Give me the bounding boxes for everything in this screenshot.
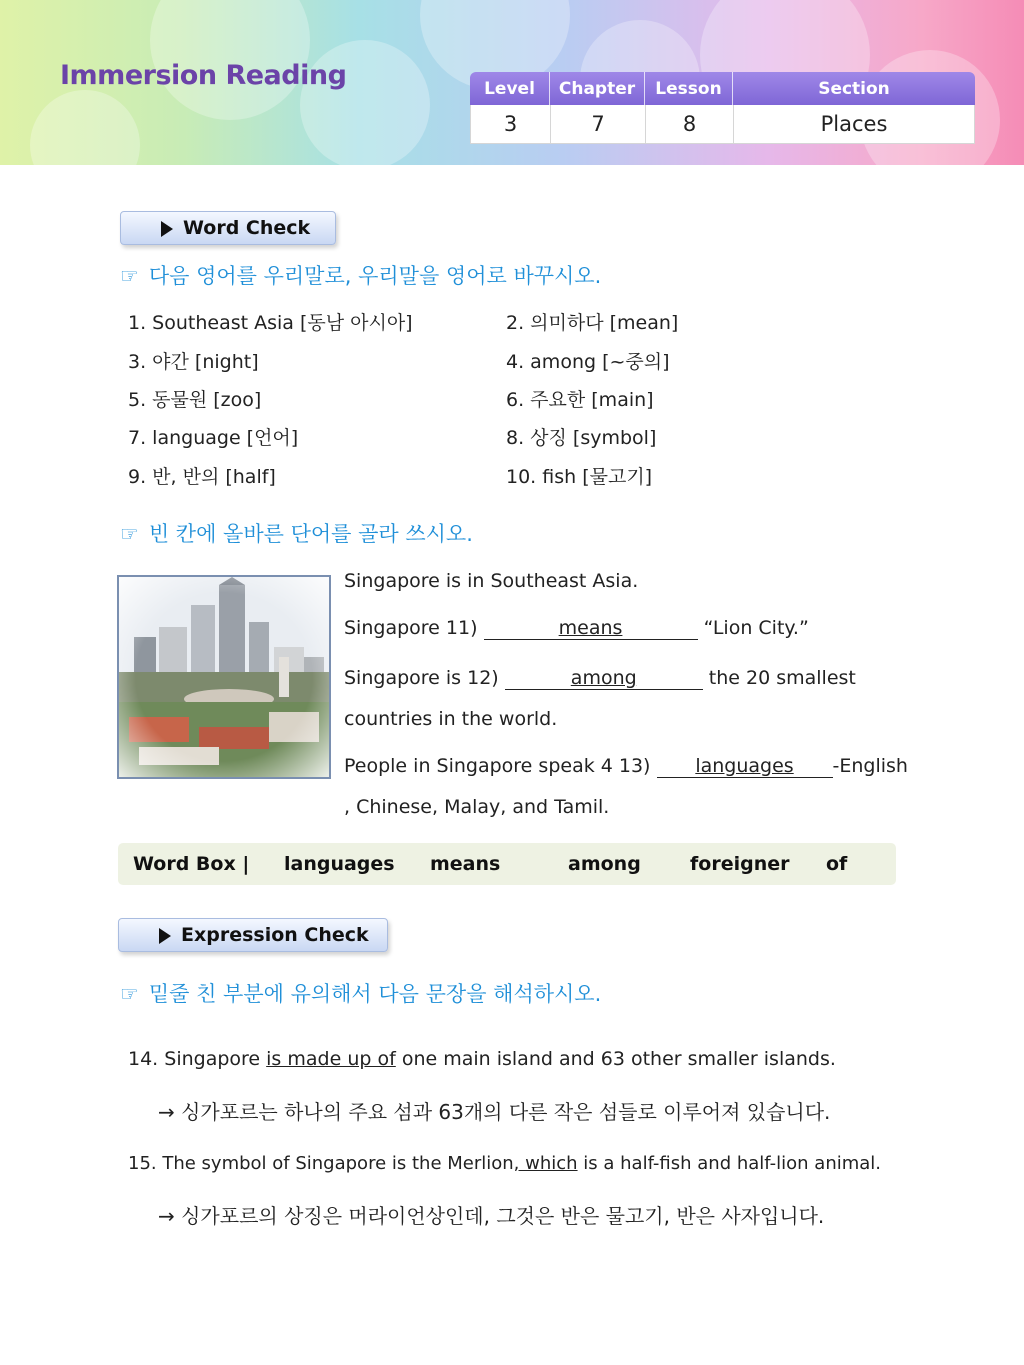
answer-14: → 싱가포르는 하나의 주요 섬과 63개의 다른 작은 섬들로 이루어져 있습니다. (158, 1100, 831, 1124)
fill-in-instruction (120, 518, 473, 548)
col-chapter-header: Chapter (550, 72, 645, 105)
q15-rest: is a half-fish and half-lion animal. (577, 1153, 882, 1174)
q11-suffix: “Lion City.” (697, 617, 809, 639)
q14-underlined: is made up of (266, 1048, 396, 1070)
word-check-label: Word Check (183, 217, 311, 239)
vocab-item: 1. Southeast Asia [동남 아시아] (128, 312, 413, 334)
instruction-text: 밑줄 친 부분에 유의해서 다음 문장을 해석하시오. (148, 982, 602, 1006)
q13-suffix: -English (832, 755, 908, 777)
pointing-hand-icon: ☞ (120, 982, 139, 1006)
vocab-item: 5. 동물원 [zoo] (128, 389, 262, 411)
sentence-line-1: Singapore is in Southeast Asia. (344, 570, 639, 592)
answer-blank-12[interactable] (505, 667, 703, 690)
q11-prefix: Singapore 11) (344, 617, 484, 639)
vocab-item: 7. language [언어] (128, 427, 299, 449)
question-12-continued: countries in the world. (344, 708, 558, 730)
lesson-info-table (470, 72, 975, 144)
city-skyline-illustration (119, 577, 329, 777)
word-box-item[interactable]: means (430, 853, 501, 875)
header-banner (0, 0, 1024, 165)
word-box-label: Word Box | (133, 853, 250, 875)
q12-prefix: Singapore is 12) (344, 667, 505, 689)
q13-prefix: People in Singapore speak 4 13) (344, 755, 657, 777)
vocab-item: 6. 주요한 [main] (506, 389, 654, 411)
word-box (118, 843, 896, 885)
word-box-item[interactable]: among (568, 853, 641, 875)
answer-13: languages (695, 755, 794, 777)
word-check-button[interactable] (120, 211, 336, 245)
question-14 (128, 1048, 836, 1070)
word-box-item[interactable]: languages (284, 853, 395, 875)
question-13 (344, 755, 908, 778)
q14-prefix: 14. Singapore (128, 1048, 267, 1070)
answer-blank-13[interactable] (657, 755, 833, 778)
vocab-item: 4. among [~중의] (506, 351, 670, 373)
word-check-instruction (120, 260, 601, 290)
pointing-hand-icon: ☞ (120, 264, 139, 288)
expression-check-instruction (120, 978, 601, 1008)
expression-check-button[interactable] (118, 918, 388, 952)
vocab-item: 9. 반, 반의 [half] (128, 466, 276, 488)
vocab-item: 2. 의미하다 [mean] (506, 312, 679, 334)
answer-15: → 싱가포르의 상징은 머라이언상인데, 그것은 반은 물고기, 반은 사자입니다. (158, 1204, 825, 1228)
question-15 (128, 1153, 881, 1174)
play-triangle-icon (161, 221, 173, 237)
pointing-hand-icon: ☞ (120, 522, 139, 546)
vocab-item: 8. 상징 [symbol] (506, 427, 657, 449)
brand-title: Immersion Reading (60, 60, 347, 91)
q15-prefix: 15. The symbol of Singapore is the Merlion (128, 1153, 514, 1174)
lesson-value: 8 (646, 105, 734, 143)
q12-suffix: the 20 smallest (702, 667, 856, 689)
answer-11: means (558, 617, 623, 639)
instruction-text: 빈 칸에 올바른 단어를 골라 쓰시오. (148, 522, 473, 546)
singapore-city-photo (117, 575, 331, 779)
q15-underlined: , which (513, 1153, 578, 1174)
col-lesson-header: Lesson (645, 72, 733, 105)
col-level-header: Level (470, 72, 550, 105)
level-value: 3 (471, 105, 551, 143)
play-triangle-icon (159, 928, 171, 944)
section-value: Places (820, 112, 888, 136)
question-13-continued: , Chinese, Malay, and Tamil. (344, 796, 610, 818)
word-box-item[interactable]: foreigner (690, 853, 790, 875)
question-12 (344, 667, 856, 690)
answer-blank-11[interactable] (484, 617, 698, 640)
word-box-item[interactable]: of (826, 853, 848, 875)
answer-12: among (570, 667, 637, 689)
col-section-header: Section (818, 78, 890, 99)
instruction-text: 다음 영어를 우리말로, 우리말을 영어로 바꾸시오. (148, 264, 602, 288)
question-11 (344, 617, 809, 640)
vocab-item: 10. fish [물고기] (506, 466, 653, 488)
vocab-item: 3. 야간 [night] (128, 351, 259, 373)
chapter-value: 7 (551, 105, 646, 143)
expression-check-label: Expression Check (181, 924, 369, 946)
q14-rest: one main island and 63 other smaller islands. (395, 1048, 836, 1070)
